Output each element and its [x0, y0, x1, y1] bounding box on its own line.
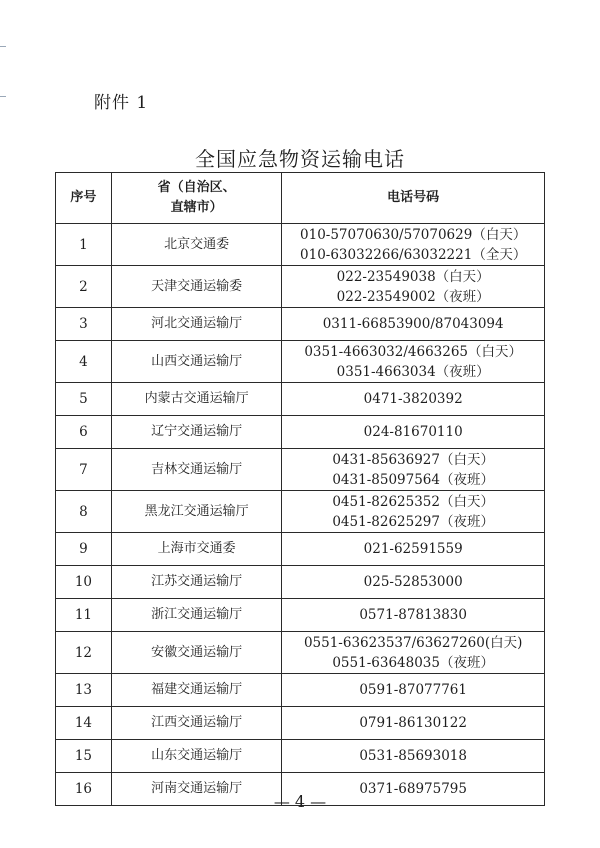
row-serial: 8 — [56, 491, 112, 533]
phone-number: 0431-85636927（白天） — [332, 451, 494, 468]
phone-number: 021-62591559 — [363, 541, 463, 557]
table-row — [56, 308, 545, 341]
row-phone-cell — [282, 707, 545, 740]
row-phone-cell — [282, 224, 545, 266]
phone-number: 0471-3820392 — [363, 391, 463, 407]
row-province-name: 河南交通运输厅 — [111, 773, 281, 806]
phone-number: 0451-82625297（夜班） — [332, 513, 494, 530]
phone-number: 0451-82625352（白天） — [332, 493, 494, 510]
row-province-name: 山东交通运输厅 — [111, 740, 281, 773]
row-province-name: 河北交通运输厅 — [111, 308, 281, 341]
row-serial: 3 — [56, 308, 112, 341]
page-title: 全国应急物资运输电话 — [195, 147, 405, 171]
table-row — [56, 383, 545, 416]
row-province-name: 江西交通运输厅 — [111, 707, 281, 740]
header-province-line1: 省（自治区、 — [157, 180, 236, 195]
header-serial: 序号 — [56, 173, 112, 224]
table-row — [56, 740, 545, 773]
row-serial: 6 — [56, 416, 112, 449]
row-serial: 15 — [56, 740, 112, 773]
table-row — [56, 491, 545, 533]
row-phone-cell — [282, 449, 545, 491]
row-province-name: 天津交通运输委 — [111, 266, 281, 308]
phone-number: 0531-85693018 — [359, 748, 467, 764]
phone-number: 0431-85097564（夜班） — [332, 471, 494, 488]
row-serial: 11 — [56, 599, 112, 632]
row-province-name: 安徽交通运输厅 — [111, 632, 281, 674]
phone-number: 0351-4663034（夜班） — [336, 363, 490, 380]
header-province — [111, 173, 281, 224]
phone-number: 010-57070630/57070629（白天） — [300, 226, 527, 243]
row-phone-cell — [282, 266, 545, 308]
row-serial: 14 — [56, 707, 112, 740]
header-phone: 电话号码 — [282, 173, 545, 224]
row-phone-cell — [282, 566, 545, 599]
row-serial: 13 — [56, 674, 112, 707]
phone-number: 0551-63623537/63627260(白天) — [303, 634, 523, 651]
row-province-name: 黑龙江交通运输厅 — [111, 491, 281, 533]
row-phone-cell — [282, 533, 545, 566]
row-serial: 4 — [56, 341, 112, 383]
row-province-name: 内蒙古交通运输厅 — [111, 383, 281, 416]
table-row — [56, 632, 545, 674]
phone-table — [55, 172, 545, 806]
phone-number: 024-81670110 — [363, 424, 463, 440]
table-row — [56, 341, 545, 383]
row-province-name: 浙江交通运输厅 — [111, 599, 281, 632]
scan-edge-mark — [0, 96, 6, 97]
row-province-name: 吉林交通运输厅 — [111, 449, 281, 491]
row-phone-cell — [282, 632, 545, 674]
row-province-name: 山西交通运输厅 — [111, 341, 281, 383]
row-serial: 10 — [56, 566, 112, 599]
table-row — [56, 449, 545, 491]
attachment-label: 附件 1 — [94, 93, 149, 113]
phone-number: 010-63032266/63032221（全天） — [300, 246, 527, 263]
row-serial: 1 — [56, 224, 112, 266]
row-phone-cell — [282, 308, 545, 341]
phone-number: 022-23549038（白天） — [336, 268, 490, 285]
table-row — [56, 566, 545, 599]
table-row — [56, 674, 545, 707]
table-header-row — [56, 173, 545, 224]
row-phone-cell — [282, 383, 545, 416]
row-province-name: 辽宁交通运输厅 — [111, 416, 281, 449]
page-number: — 4 — — [273, 792, 327, 811]
table-row — [56, 416, 545, 449]
scan-edge-mark — [0, 46, 6, 47]
row-phone-cell — [282, 674, 545, 707]
phone-number: 022-23549002（夜班） — [336, 288, 490, 305]
row-phone-cell — [282, 599, 545, 632]
row-serial: 5 — [56, 383, 112, 416]
row-province-name: 上海市交通委 — [111, 533, 281, 566]
row-phone-cell — [282, 740, 545, 773]
row-province-name: 江苏交通运输厅 — [111, 566, 281, 599]
table-row — [56, 224, 545, 266]
table-row — [56, 599, 545, 632]
row-province-name: 北京交通委 — [111, 224, 281, 266]
table-body — [56, 224, 545, 806]
row-serial: 16 — [56, 773, 112, 806]
phone-number: 0371-68975795 — [359, 781, 467, 797]
table-row — [56, 533, 545, 566]
phone-number: 0571-87813830 — [359, 607, 467, 623]
phone-number: 0351-4663032/4663265（白天） — [304, 343, 523, 360]
row-serial: 2 — [56, 266, 112, 308]
row-phone-cell — [282, 416, 545, 449]
phone-number: 025-52853000 — [363, 574, 463, 590]
row-province-name: 福建交通运输厅 — [111, 674, 281, 707]
row-serial: 12 — [56, 632, 112, 674]
table-row — [56, 266, 545, 308]
row-serial: 7 — [56, 449, 112, 491]
phone-number: 0311-66853900/87043094 — [322, 316, 504, 332]
phone-number: 0591-87077761 — [359, 682, 467, 698]
header-province-line2: 直辖市） — [170, 200, 223, 215]
row-serial: 9 — [56, 533, 112, 566]
phone-number: 0791-86130122 — [359, 715, 467, 731]
row-phone-cell — [282, 341, 545, 383]
table-row — [56, 707, 545, 740]
row-phone-cell — [282, 491, 545, 533]
phone-number: 0551-63648035（夜班） — [332, 654, 494, 671]
